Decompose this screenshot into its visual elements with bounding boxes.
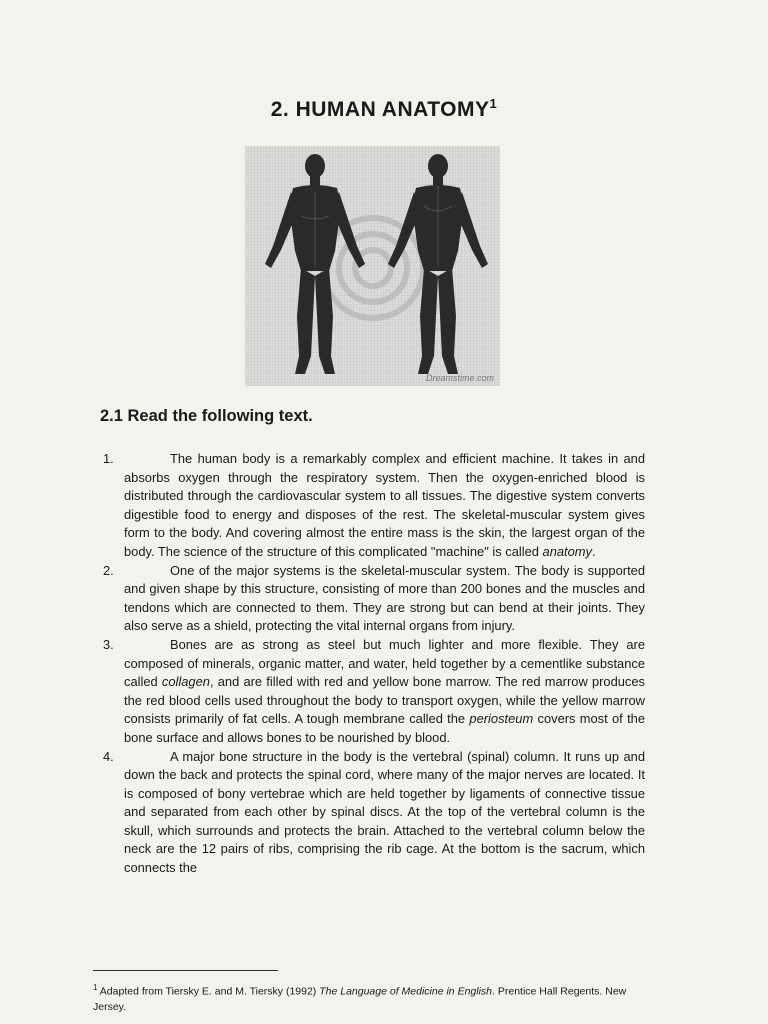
list-item-paragraph (124, 562, 645, 636)
emphasized-term: collagen (161, 674, 210, 690)
footnote-mark: 1 (93, 983, 98, 992)
title-footnote-mark: 1 (489, 96, 498, 111)
list-item-number: 3. (103, 636, 114, 652)
paragraph-text: covers most of the bone surface and allows bones to be nourished by blood. (124, 711, 645, 745)
list-item (100, 748, 645, 878)
footnote-text-after: . Prentice Hall Regents. New Jersey. (93, 985, 627, 1013)
emphasized-term: anatomy (542, 543, 592, 559)
list-item-paragraph (124, 450, 645, 562)
figure-watermark: Dreamstime.com (425, 373, 494, 383)
list-item-paragraph (124, 636, 645, 748)
list-item-number: 4. (103, 748, 114, 764)
paragraph-text: , and are filled with red and yellow bone marrow. The red marrow produces the red blood cells used throughout the body to transport oxygen, while the yellow marrow consists primarily of fat cells. A tough membrane called the (124, 674, 645, 727)
emphasized-term: periosteum (469, 711, 534, 727)
muscle-anatomy-illustration (245, 146, 500, 386)
footnote-text-before: Adapted from Tiersky E. and M. Tiersky (1992) (99, 985, 320, 998)
section-heading: 2.1 Read the following text. (100, 407, 313, 425)
footnote (93, 980, 638, 1015)
paragraph-text: Bones are as strong as steel but much lighter and more flexible. They are composed of minerals, organic matter, and water, held together by a cementlike substance called (124, 636, 645, 690)
paragraph-text: One of the major systems is the skeletal-muscular system. The body is supported and given shape by this structure, consisting of more than 200 bones and the muscles and tendons which are connected to them. They are strong but can bend at their joints. They also serve as a shield, protecting the vital internal organs from injury. (124, 562, 645, 634)
title-text: 2. HUMAN ANATOMY (270, 98, 490, 121)
page-title (0, 96, 768, 122)
list-item (100, 450, 645, 562)
list-item-number: 2. (103, 562, 114, 578)
numbered-paragraph-list (100, 450, 645, 878)
paragraph-text: A major bone structure in the body is the vertebral (spinal) column. It runs up and down the back and protects the spinal cord, where many of the major nerves are located. It is composed of bony vertebrae which are held together by ligaments of connective tissue and separated from each other by spinal discs. At the top of the vertebral column is the skull, which surrounds and protects the brain. Attached to the vertebral column below the neck are the 12 pairs of ribs, comprising the rib cage. At the bottom is the sacrum, which connects the (124, 748, 645, 876)
paragraph-text: . (591, 543, 596, 559)
paragraph-text: The human body is a remarkably complex and efficient machine. It takes in and absorbs oxygen through the respiratory system. Then the oxygen-enriched blood is distributed through the cardiovascular system to all tissues. The digestive system converts digestible food to energy and disposes of the rest. The skeletal-muscular system gives form to the body. And covering almost the entire mass is the skin, the largest organ of the body. The science of the structure of this complicated "machine" is called (124, 451, 645, 559)
list-item-paragraph (124, 748, 645, 878)
list-item-number: 1. (103, 451, 114, 466)
anatomy-figure (245, 146, 500, 386)
list-item (100, 562, 645, 636)
footnote-divider (93, 970, 278, 971)
footnote-book-title: The Language of Medicine in English (319, 985, 493, 998)
list-item (100, 636, 645, 748)
